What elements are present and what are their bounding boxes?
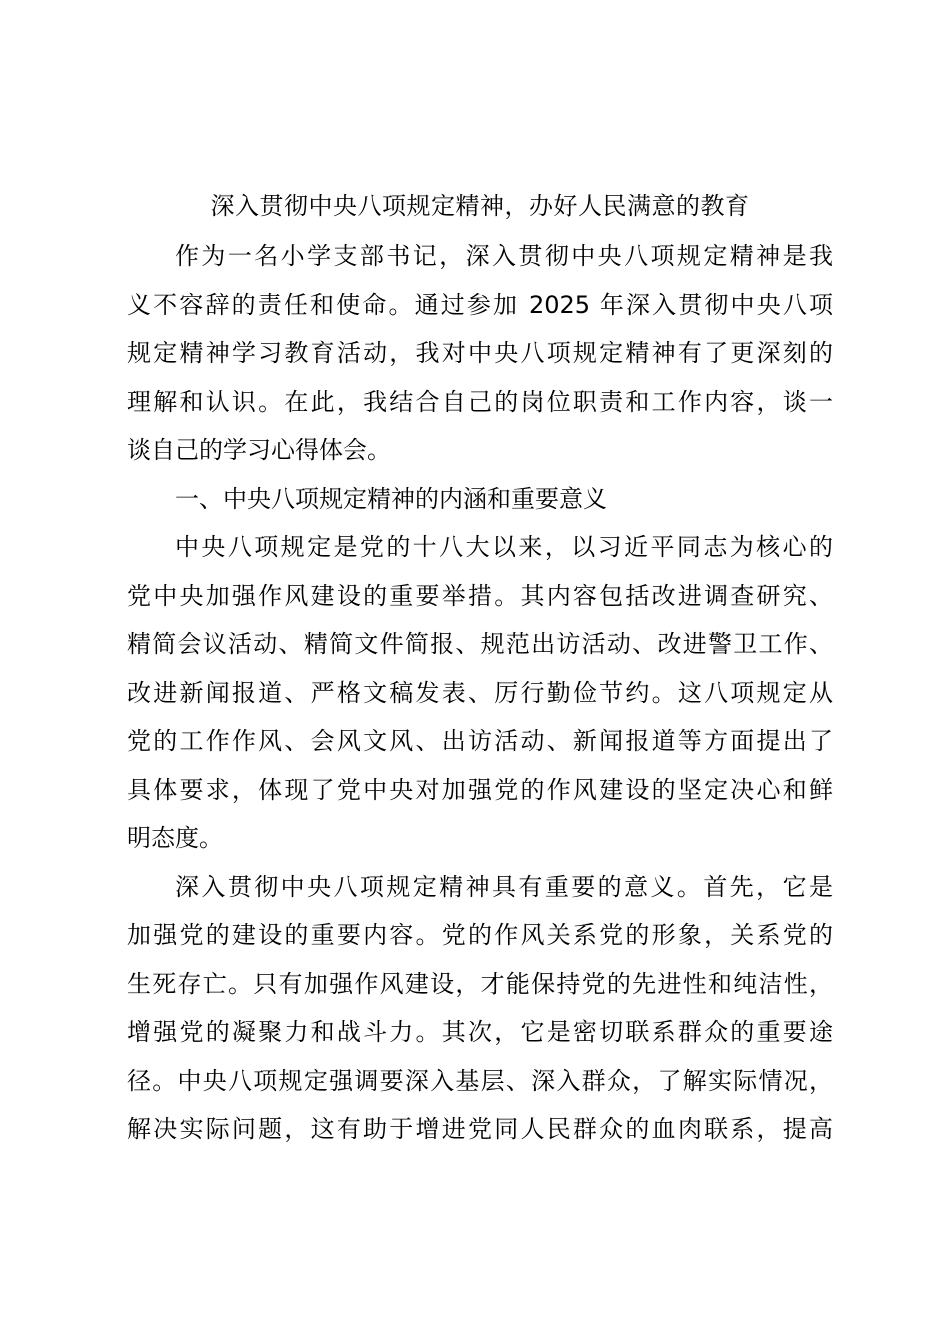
paragraph-line: 解决实际问题，这有助于增进党同人民群众的血肉联系，提高 <box>127 1115 833 1143</box>
paragraph-line: 作为一名小学支部书记，深入贯彻中央八项规定精神是我 <box>175 242 833 270</box>
paragraph-line: 明态度。 <box>127 824 223 852</box>
paragraph-line: 党的工作作风、会风文风、出访活动、新闻报道等方面提出了 <box>127 727 833 755</box>
document-title: 深入贯彻中央八项规定精神，办好人民满意的教育 <box>210 192 750 220</box>
paragraph-line: 精简会议活动、精简文件简报、规范出访活动、改进警卫工作、 <box>127 630 833 658</box>
document-body <box>127 232 833 1154</box>
paragraph-line: 加强党的建设的重要内容。党的作风关系党的形象，关系党的 <box>127 921 833 949</box>
paragraph-line: 规定精神学习教育活动，我对中央八项规定精神有了更深刻的 <box>127 339 833 367</box>
paragraph-line: 谈自己的学习心得体会。 <box>127 436 391 464</box>
section-heading: 一、中央八项规定精神的内涵和重要意义 <box>175 484 607 513</box>
paragraph-line: 改进新闻报道、严格文稿发表、厉行勤俭节约。这八项规定从 <box>127 678 833 707</box>
paragraph-line: 具体要求，体现了党中央对加强党的作风建设的坚定决心和鲜 <box>127 775 833 804</box>
paragraph-line: 理解和认识。在此，我结合自己的岗位职责和工作内容，谈一 <box>127 387 833 416</box>
paragraph-line: 党中央加强作风建设的重要举措。其内容包括改进调查研究、 <box>127 581 833 610</box>
paragraph-line: 义不容辞的责任和使命。通过参加 2025 年深入贯彻中央八项 <box>127 290 833 319</box>
paragraph-line: 径。中央八项规定强调要深入基层、深入群众，了解实际情况， <box>127 1066 833 1095</box>
paragraph-line: 增强党的凝聚力和战斗力。其次，它是密切联系群众的重要途 <box>127 1018 833 1046</box>
paragraph-line: 中央八项规定是党的十八大以来，以习近平同志为核心的 <box>175 533 833 561</box>
paragraph-line: 深入贯彻中央八项规定精神具有重要的意义。首先，它是 <box>175 872 833 901</box>
paragraph-line: 生死存亡。只有加强作风建设，才能保持党的先进性和纯洁性， <box>127 969 833 998</box>
